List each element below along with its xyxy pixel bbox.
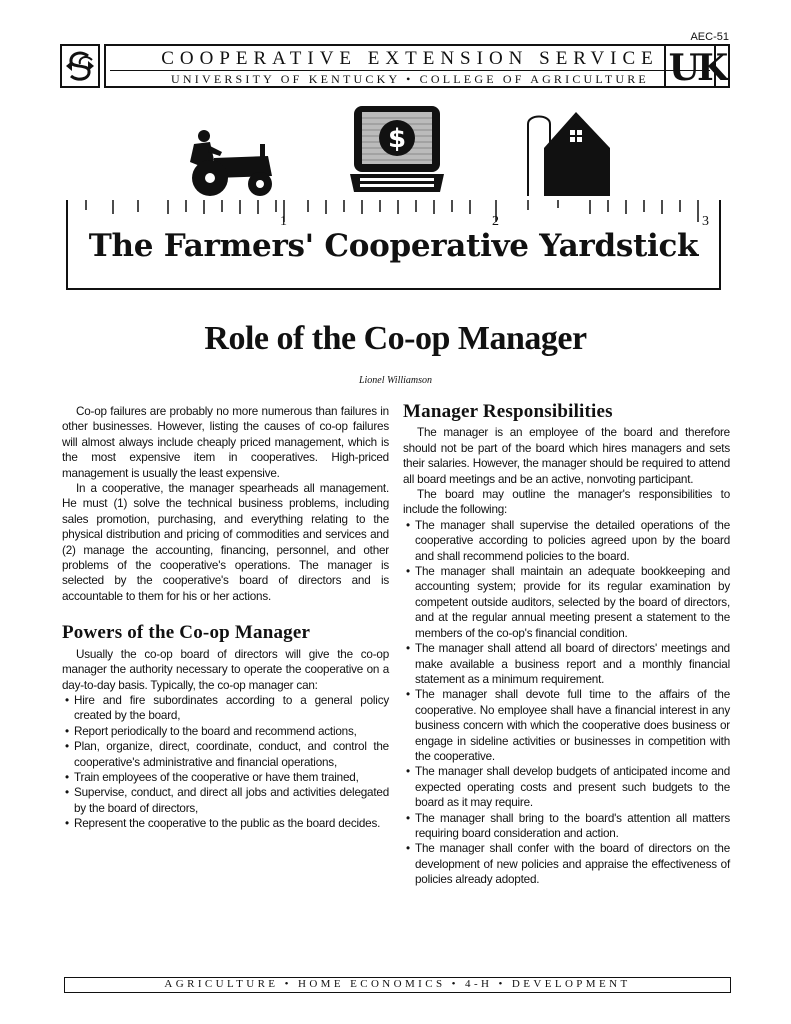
ces-subtitle: UNIVERSITY OF KENTUCKY • COLLEGE OF AGRICULTURE xyxy=(171,72,649,86)
responsibilities-list xyxy=(403,518,730,888)
tractor-icon xyxy=(180,126,280,198)
paragraph: Co-op failures are probably no more numerous than failures in other businesses. However, listing the causes of co-op failures will almost always include cheaply priced management, which is the most expensive item in cooperatives. High-priced management is usually the least expensive. xyxy=(62,405,389,480)
right-column xyxy=(403,401,730,888)
list-item: • Train employees of the cooperative or have them trained, xyxy=(62,770,389,785)
barn-silo-icon xyxy=(520,108,616,198)
yardstick-banner xyxy=(66,200,721,290)
author: Lionel Williamson xyxy=(358,375,433,386)
section-heading-responsibilities: Manager Responsibilities xyxy=(403,401,613,422)
left-column xyxy=(62,404,389,832)
banner-title: The Farmers' Cooperative Yardstick xyxy=(88,228,699,264)
ruler-number-1: 1 xyxy=(280,214,287,228)
list-item: • The manager shall supervise the detailed operations of the cooperative according to policies agreed upon by the board and shall recommend policies to the board. xyxy=(403,518,730,564)
paragraph: In a cooperative, the manager spearheads all management. He must (1) solve the technical business problems, including sales promotion, purchasing, and everything relating to the physical distribution and pricing of commodities and services and (2) manage the accounting, financing, personnel, and other problems of the cooperative's operations. The manager is selected by the cooperative's board of directors and is accountable to them for his or her actions. xyxy=(62,482,389,603)
ruler-number-2: 2 xyxy=(492,214,499,228)
list-item: • The manager shall confer with the board of directors on the development of new policies and appraise the effectiveness of policies already adopted. xyxy=(403,841,730,887)
section-heading-powers: Powers of the Co-op Manager xyxy=(62,622,311,644)
list-item: • Report periodically to the board and recommend actions, xyxy=(62,724,389,739)
footer-banner: AGRICULTURE • HOME ECONOMICS • 4-H • DEVELOPMENT xyxy=(64,977,731,993)
masthead xyxy=(60,44,730,88)
list-item: • The manager shall maintain an adequate bookkeeping and accounting system; provide for its regular examination by competent outside auditors, selected by the board of directors, and at the regular annual meeting present a statement to the members of the co-op's financial condition. xyxy=(403,564,730,641)
paragraph: Usually the co-op board of directors will give the co-op manager the authority necessary to operate the cooperative on a day-to-day basis. Typically, the co-op manager can: xyxy=(62,647,389,692)
ruler-number-3: 3 xyxy=(702,214,709,228)
list-item: • The manager shall bring to the board's attention all matters requiring board consideration and action. xyxy=(403,811,730,842)
paragraph: The board may outline the manager's responsibilities to include the following: xyxy=(403,488,730,517)
list-item: • Represent the cooperative to the public as the board decides. xyxy=(62,816,389,831)
powers-list xyxy=(62,693,389,832)
list-item: • Hire and fire subordinates according to a general policy created by the board, xyxy=(62,693,389,724)
paragraph: The manager is an employee of the board and therefore should not be part of the board which hires managers and sets their salaries. However, the manager should be required to attend all board meetings and be an active, nonvoting participant. xyxy=(403,426,730,486)
list-item: • The manager shall develop budgets of anticipated income and expected operating costs and present such budgets to the board as it may require. xyxy=(403,764,730,810)
svg-text:UK: UK xyxy=(668,47,726,86)
list-item: • The manager shall attend all board of directors' meetings and make available a business report and a monthly financial statement as a minimum requirement. xyxy=(403,641,730,687)
list-item: • Plan, organize, direct, coordinate, conduct, and control the cooperative's administrative and financial operations, xyxy=(62,739,389,770)
list-item: • Supervise, conduct, and direct all jobs and activities delegated by the board of directors, xyxy=(62,785,389,816)
document-code: AEC-51 xyxy=(690,31,729,43)
page-title: Role of the Co-op Manager xyxy=(204,320,587,357)
divider xyxy=(110,70,710,71)
ces-logo xyxy=(60,44,100,88)
svg-text:$: $ xyxy=(387,124,407,154)
ces-banner xyxy=(104,44,716,88)
uk-logo xyxy=(664,44,730,88)
list-item: • The manager shall devote full time to the affairs of the cooperative. No employee shall have a financial interest in any business concern with which the cooperative does business or engage in sideline activities or businesses in competition with the cooperative. xyxy=(403,687,730,764)
ruler-ticks xyxy=(68,200,723,228)
ces-title: COOPERATIVE EXTENSION SERVICE xyxy=(161,48,659,69)
computer-dollar-icon xyxy=(348,104,448,194)
